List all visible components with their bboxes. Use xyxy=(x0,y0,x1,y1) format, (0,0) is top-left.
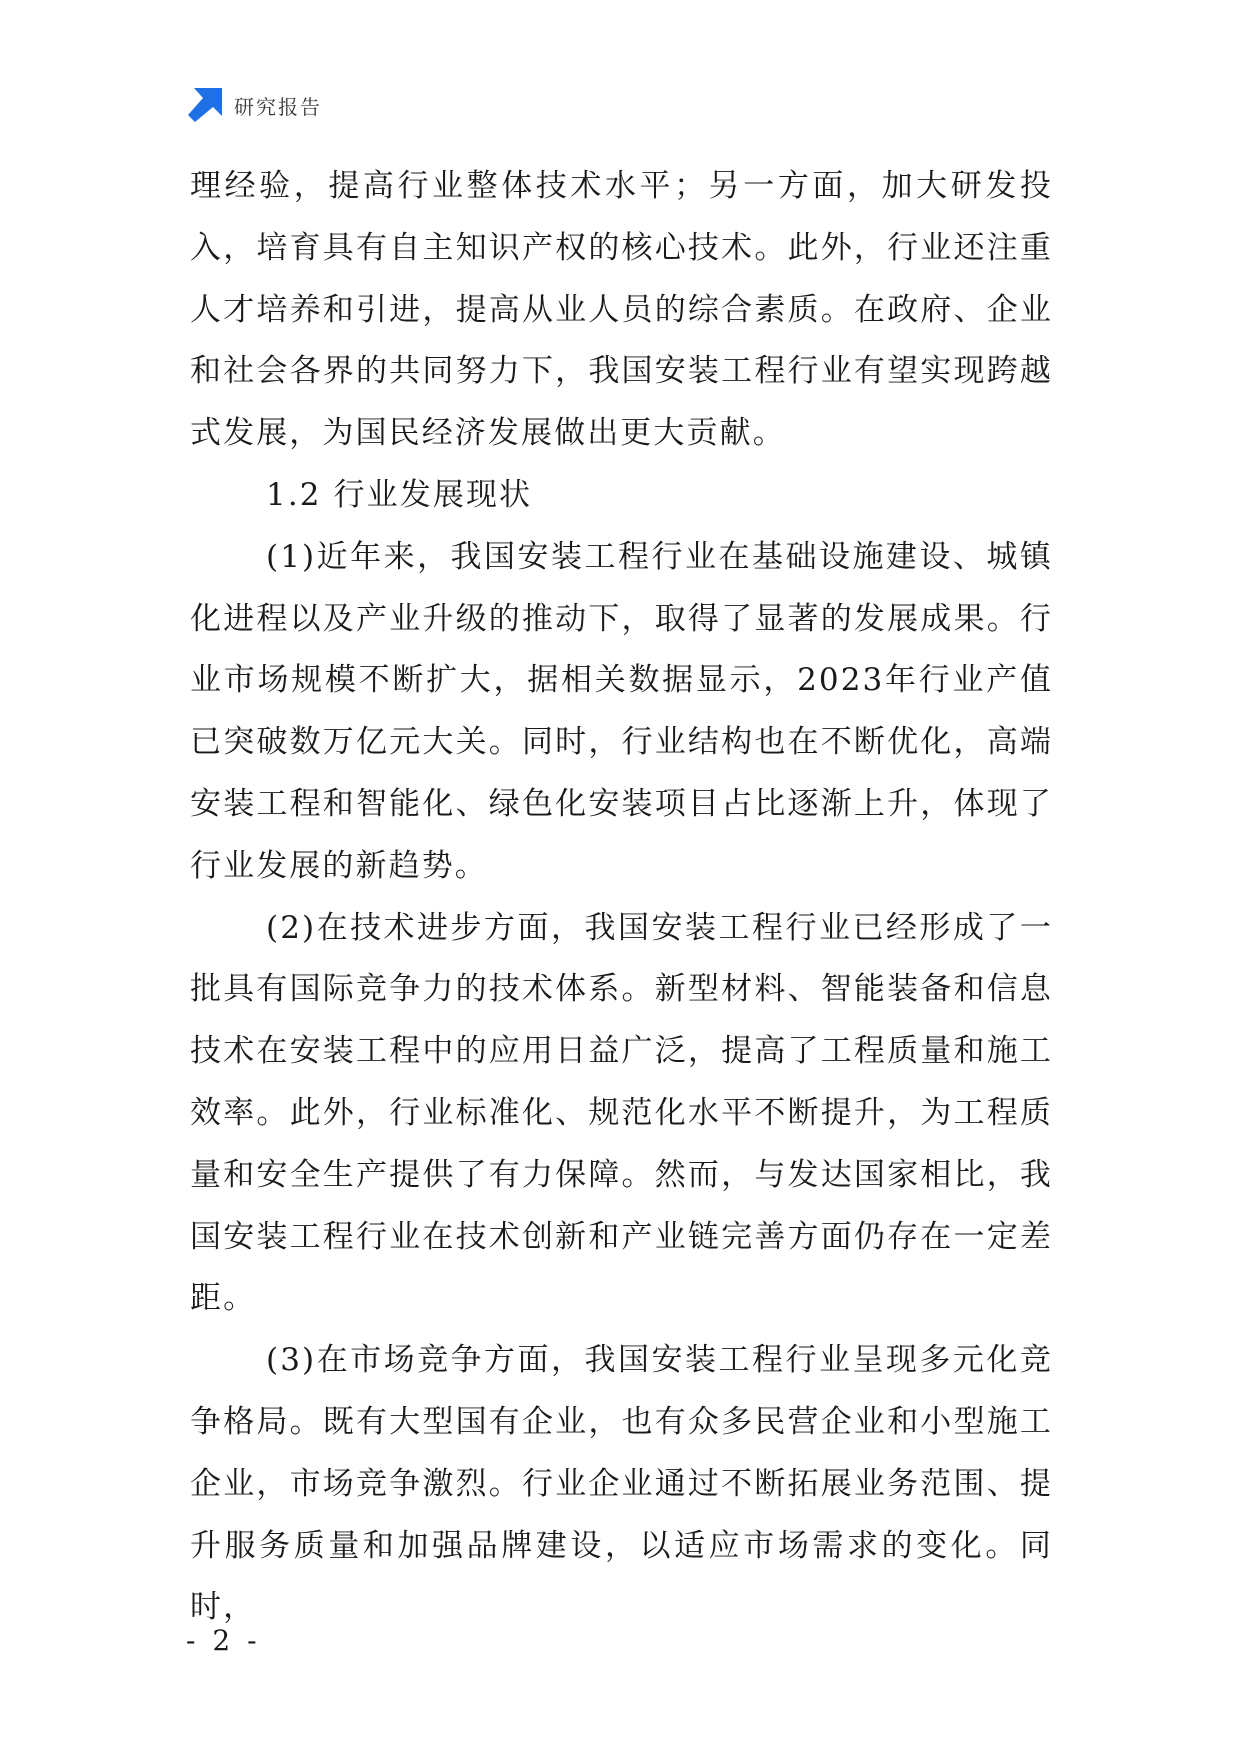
section-heading: 1.2 行业发展现状 xyxy=(266,476,533,513)
header-title: 研究报告 xyxy=(234,94,322,119)
page-header xyxy=(188,88,322,122)
arrow-up-right-icon xyxy=(188,88,222,122)
paragraph-1: (1)近年来，我国安装工程行业在基础设施建设、城镇化进程以及产业升级的推动下，取得了显著的发展成果。行业市场规模不断扩大，据相关数据显示，2023年行业产值已突破数万亿元大关。同时，行业结构也在不断优化，高端安装工程和智能化、绿色化安装项目占比逐渐上升，体现了行业发展的新趋势。 xyxy=(190,538,1053,884)
page-number: - 2 - xyxy=(186,1624,261,1657)
body-text xyxy=(190,156,1053,1639)
paragraph-3: (3)在市场竞争方面，我国安装工程行业呈现多元化竞争格局。既有大型国有企业，也有众多民营企业和小型施工企业，市场竞争激烈。行业企业通过不断拓展业务范围、提升服务质量和加强品牌建设，以适应市场需求的变化。同时， xyxy=(190,1342,1053,1626)
paragraph-continuation: 理经验，提高行业整体技术水平；另一方面，加大研发投入，培育具有自主知识产权的核心技术。此外，行业还注重人才培养和引进，提高从业人员的综合素质。在政府、企业和社会各界的共同努力下，我国安装工程行业有望实现跨越式发展，为国民经济发展做出更大贡献。 xyxy=(190,168,1053,452)
paragraph-2: (2)在技术进步方面，我国安装工程行业已经形成了一批具有国际竞争力的技术体系。新型材料、智能装备和信息技术在安装工程中的应用日益广泛，提高了工程质量和施工效率。此外，行业标准化、规范化水平不断提升，为工程质量和安全生产提供了有力保障。然而，与发达国家相比，我国安装工程行业在技术创新和产业链完善方面仍存在一定差距。 xyxy=(190,909,1053,1317)
